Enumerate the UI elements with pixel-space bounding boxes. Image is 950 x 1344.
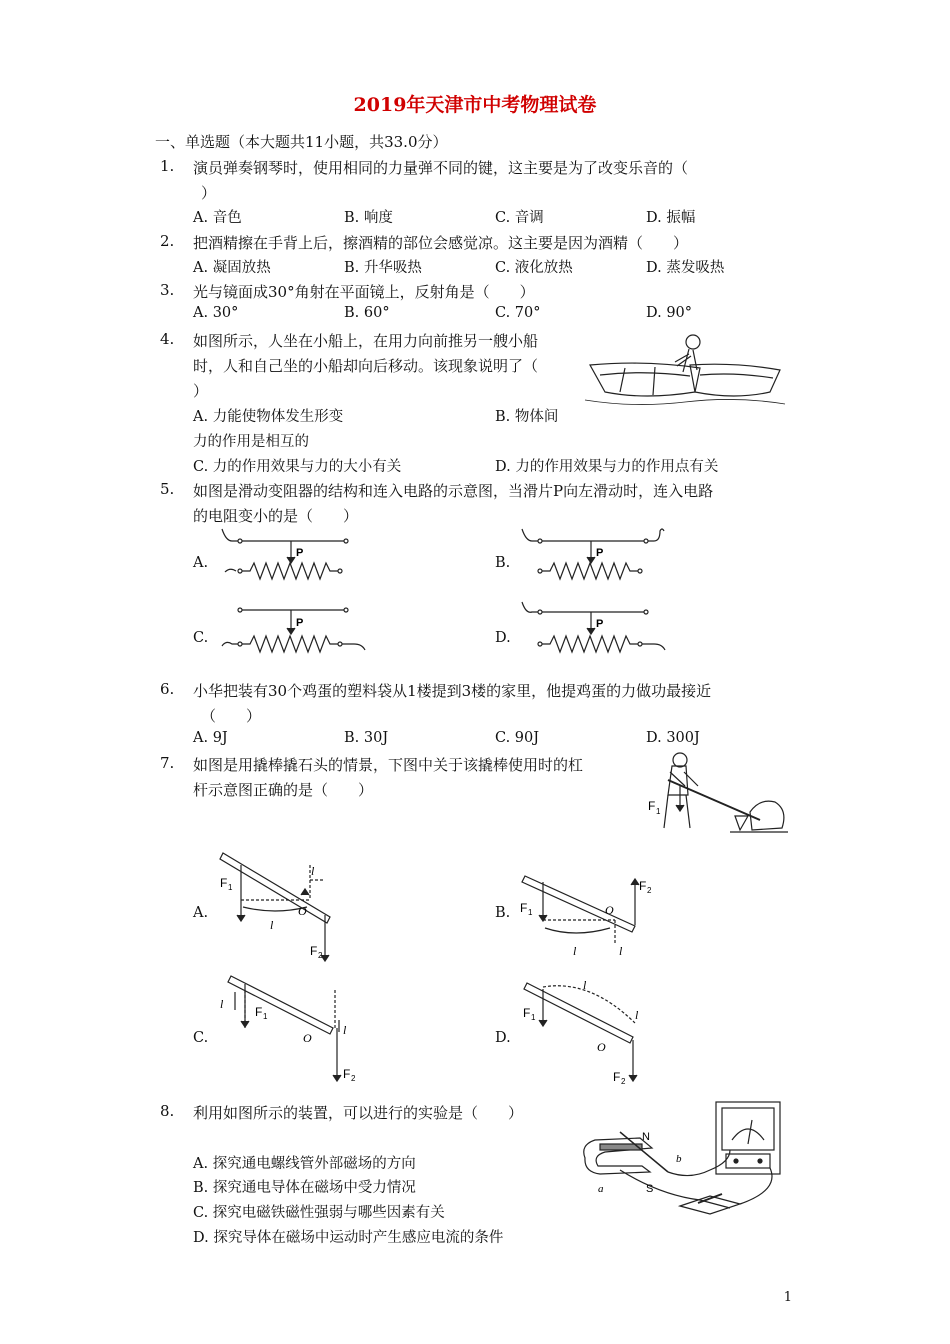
section-heading: 一、单选题（本大题共11小题，共33.0分） — [155, 133, 448, 151]
question-number: 2. — [160, 232, 175, 250]
svg-text:1: 1 — [228, 883, 233, 892]
question-text: 的电阻变小的是（ ） — [193, 507, 359, 525]
option-b: B. 升华吸热 — [344, 260, 422, 276]
crowbar-scene-figure — [640, 750, 790, 845]
question-number: 4. — [160, 330, 175, 348]
svg-text:F: F — [310, 944, 318, 958]
svg-text:a: a — [598, 1183, 604, 1195]
svg-text:O: O — [605, 903, 614, 917]
lever-diagram-d — [515, 975, 655, 1085]
option-c: C. — [193, 630, 209, 646]
svg-text:O: O — [303, 1031, 312, 1045]
page-number: 1 — [783, 1290, 792, 1305]
option-b: B. 30J — [344, 730, 389, 746]
svg-text:l: l — [311, 864, 315, 878]
induction-apparatus-figure — [580, 1100, 785, 1220]
svg-text:O: O — [298, 904, 307, 918]
option-d: D. 力的作用效果与力的作用点有关 — [495, 459, 719, 475]
svg-text:1: 1 — [656, 807, 661, 816]
svg-text:1: 1 — [263, 1012, 268, 1021]
option-c: C. 力的作用效果与力的大小有关 — [193, 459, 402, 475]
option-a: A. — [193, 905, 209, 921]
option-a: A. 力能使物体发生形变 — [193, 409, 344, 425]
question-text: ） — [193, 382, 209, 400]
question-number: 6. — [160, 680, 175, 698]
svg-text:1: 1 — [528, 908, 533, 917]
lever-diagram-b — [515, 870, 665, 965]
question-text: 杆示意图正确的是（ ） — [193, 781, 374, 799]
question-text: ） — [201, 184, 217, 202]
option-d: D. — [495, 630, 511, 646]
option-a: A. — [193, 555, 209, 571]
option-c: C. 90J — [495, 730, 540, 746]
svg-text:l: l — [583, 978, 587, 992]
question-text: 小华把装有30个鸡蛋的塑料袋从1楼提到3楼的家里，他提鸡蛋的力做功最接近 — [193, 682, 712, 700]
question-text: 时，人和自己坐的小船却向后移动。该现象说明了（ — [193, 357, 539, 375]
svg-text:2: 2 — [351, 1074, 356, 1083]
option-a: A. 探究通电螺线管外部磁场的方向 — [193, 1156, 416, 1172]
slider-p-label: P — [596, 547, 604, 559]
svg-text:F: F — [648, 799, 656, 813]
svg-text:l: l — [270, 918, 274, 932]
option-a: A. 音色 — [193, 210, 242, 226]
question-number: 8. — [160, 1102, 175, 1120]
option-d: D. 探究导体在磁场中运动时产生感应电流的条件 — [193, 1230, 504, 1246]
svg-text:l: l — [343, 1023, 347, 1037]
option-b: B. 响度 — [344, 210, 393, 226]
svg-text:1: 1 — [531, 1013, 536, 1022]
question-text: 如图是滑动变阻器的结构和连入电路的示意图，当滑片P向左滑动时，连入电路 — [193, 482, 714, 500]
svg-text:F: F — [523, 1006, 531, 1020]
option-d: D. 蒸发吸热 — [646, 260, 725, 276]
question-text: （ ） — [201, 707, 262, 725]
option-b: B. — [495, 905, 511, 921]
question-text: 如图所示，人坐在小船上，在用力向前推另一艘小船 — [193, 332, 539, 350]
option-c: C. — [193, 1030, 209, 1046]
question-number: 5. — [160, 480, 175, 498]
question-text: 利用如图所示的装置，可以进行的实验是（ ） — [193, 1104, 524, 1122]
rheostat-diagram-d — [520, 600, 670, 655]
option-a: A. 9J — [193, 730, 228, 746]
option-c: C. 70° — [495, 305, 541, 321]
svg-text:l: l — [635, 1008, 639, 1022]
svg-text:F: F — [613, 1070, 621, 1084]
option-a: A. 凝固放热 — [193, 260, 271, 276]
question-text: 演员弹奏钢琴时，使用相同的力量弹不同的键，这主要是为了改变乐音的（ — [193, 159, 689, 177]
svg-text:F: F — [639, 879, 647, 893]
option-d: D. — [495, 1030, 511, 1046]
option-b: B. — [495, 555, 511, 571]
rheostat-diagram-a — [220, 527, 360, 582]
option-a: A. 30° — [193, 305, 239, 321]
svg-text:F: F — [220, 876, 228, 890]
page-title: 2019年天津市中考物理试卷 — [353, 94, 597, 116]
svg-text:l: l — [220, 997, 224, 1011]
svg-text:2: 2 — [621, 1077, 626, 1086]
slider-p-label: P — [296, 617, 304, 629]
option-d: D. 振幅 — [646, 210, 696, 226]
slider-p-label: P — [596, 618, 604, 630]
question-text: 把酒精擦在手背上后，擦酒精的部位会感觉凉。这主要是因为酒精（ ） — [193, 234, 689, 252]
svg-text:l: l — [619, 944, 623, 958]
rheostat-diagram-c — [220, 600, 375, 655]
rheostat-diagram-b — [520, 527, 665, 582]
option-d: D. 90° — [646, 305, 693, 321]
option-c: C. 探究电磁铁磁性强弱与哪些因素有关 — [193, 1205, 445, 1221]
option-b: B. 60° — [344, 305, 390, 321]
option-b: B. 物体间 — [495, 409, 559, 425]
boat-figure — [585, 330, 785, 410]
svg-text:N: N — [642, 1131, 650, 1143]
svg-text:b: b — [676, 1153, 682, 1165]
svg-text:2: 2 — [647, 886, 652, 895]
svg-text:l: l — [573, 944, 577, 958]
lever-diagram-a — [215, 845, 345, 970]
slider-p-label: P — [296, 547, 304, 559]
option-b-continued: 力的作用是相互的 — [193, 434, 309, 450]
option-c: C. 液化放热 — [495, 260, 573, 276]
question-text: 如图是用撬棒撬石头的情景，下图中关于该撬棒使用时的杠 — [193, 756, 584, 774]
lever-diagram-c — [215, 970, 365, 1085]
question-number: 7. — [160, 754, 175, 772]
question-number: 1. — [160, 157, 175, 175]
svg-text:F: F — [343, 1067, 351, 1081]
svg-text:F: F — [255, 1005, 263, 1019]
option-d: D. 300J — [646, 730, 700, 746]
question-text: 光与镜面成30°角射在平面镜上，反射角是（ ） — [193, 283, 535, 301]
option-c: C. 音调 — [495, 210, 544, 226]
question-number: 3. — [160, 281, 175, 299]
svg-text:S: S — [646, 1183, 654, 1195]
svg-text:2: 2 — [318, 951, 323, 960]
svg-text:O: O — [597, 1040, 606, 1054]
option-b: B. 探究通电导体在磁场中受力情况 — [193, 1180, 416, 1196]
svg-text:F: F — [520, 901, 528, 915]
